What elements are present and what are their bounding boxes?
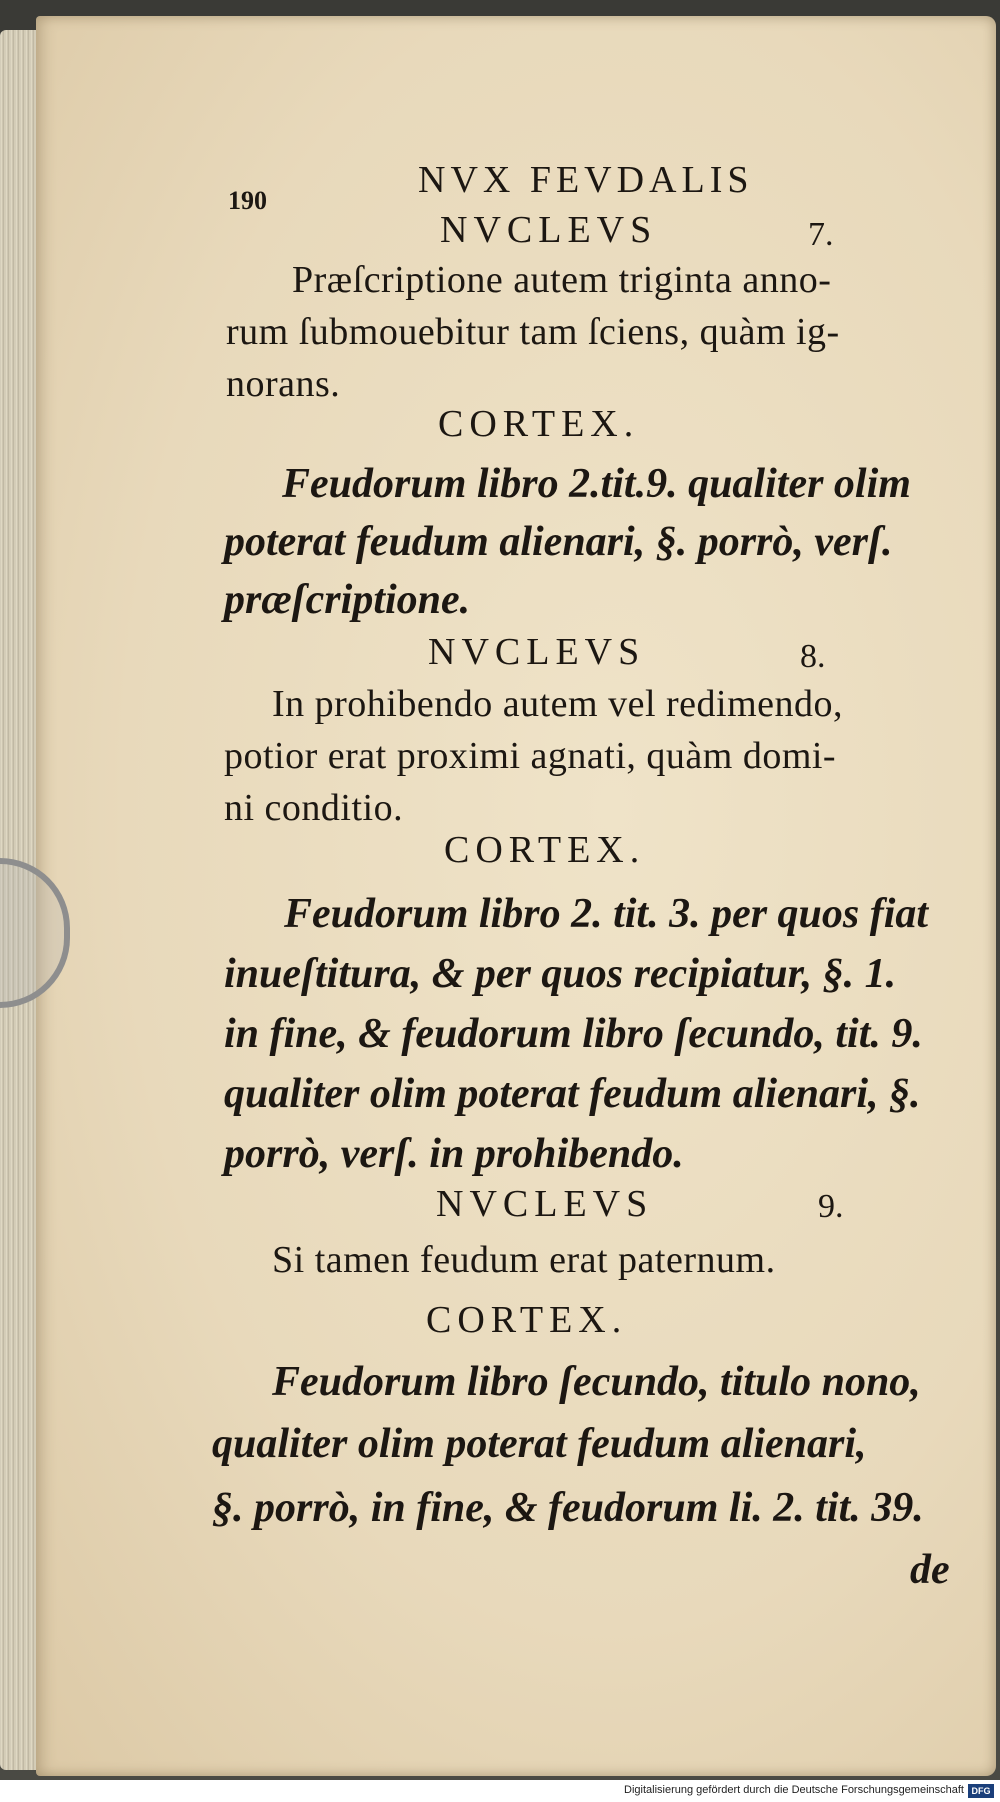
running-title: NVX FEVDALIS [418,159,754,201]
section-heading: NVCLEVS [440,209,658,251]
section-number: 8. [800,638,826,675]
text-line: porrò, verſ. in prohibendo. [224,1131,684,1177]
footer-credit: Digitalisierung gefördert durch die Deutsche Forschungsgemeinschaft [624,1784,964,1796]
dfg-logo: DFG [968,1784,994,1798]
text-line: Feudorum libro ſecundo, titulo nono, [272,1359,921,1405]
text-line: in fine, & feudorum libro ſecundo, tit. 9. [224,1011,923,1057]
text-line: poterat feudum alienari, §. porrò, verſ. [224,519,893,565]
text-line: potior erat proximi agnati, quàm domi- [224,735,837,777]
section-heading: CORTEX. [426,1299,628,1341]
catchword: de [910,1547,950,1593]
text-line: qualiter olim poterat feudum alienari, [212,1421,867,1467]
text-line: norans. [226,363,341,405]
text-line: Si tamen feudum erat paternum. [272,1239,776,1281]
text-line: In prohibendo autem vel redimendo, [272,683,844,725]
section-heading: NVCLEVS [428,631,646,673]
text-line: §. porrò, in fine, & feudorum li. 2. tit. 39. [212,1485,924,1531]
text-line: Feudorum libro 2. tit. 3. per quos fiat [284,891,929,937]
text-line: Præſcriptione autem triginta anno- [292,259,832,301]
section-number: 9. [818,1188,844,1225]
section-number: 7. [808,216,834,253]
section-heading: CORTEX. [444,829,646,871]
text-line: inueſtitura, & per quos recipiatur, §. 1. [224,951,897,997]
text-line: præſcriptione. [224,577,471,623]
text-line: ni conditio. [224,787,404,829]
text-line: Feudorum libro 2.tit.9. qualiter olim [282,461,911,507]
footer-bar [0,1780,1000,1802]
section-heading: CORTEX. [438,403,640,445]
text-line: rum ſubmouebitur tam ſciens, quàm ig- [226,311,840,353]
page-number: 190 [228,186,267,215]
text-line: qualiter olim poterat feudum alienari, §. [224,1071,921,1117]
section-heading: NVCLEVS [436,1183,654,1225]
